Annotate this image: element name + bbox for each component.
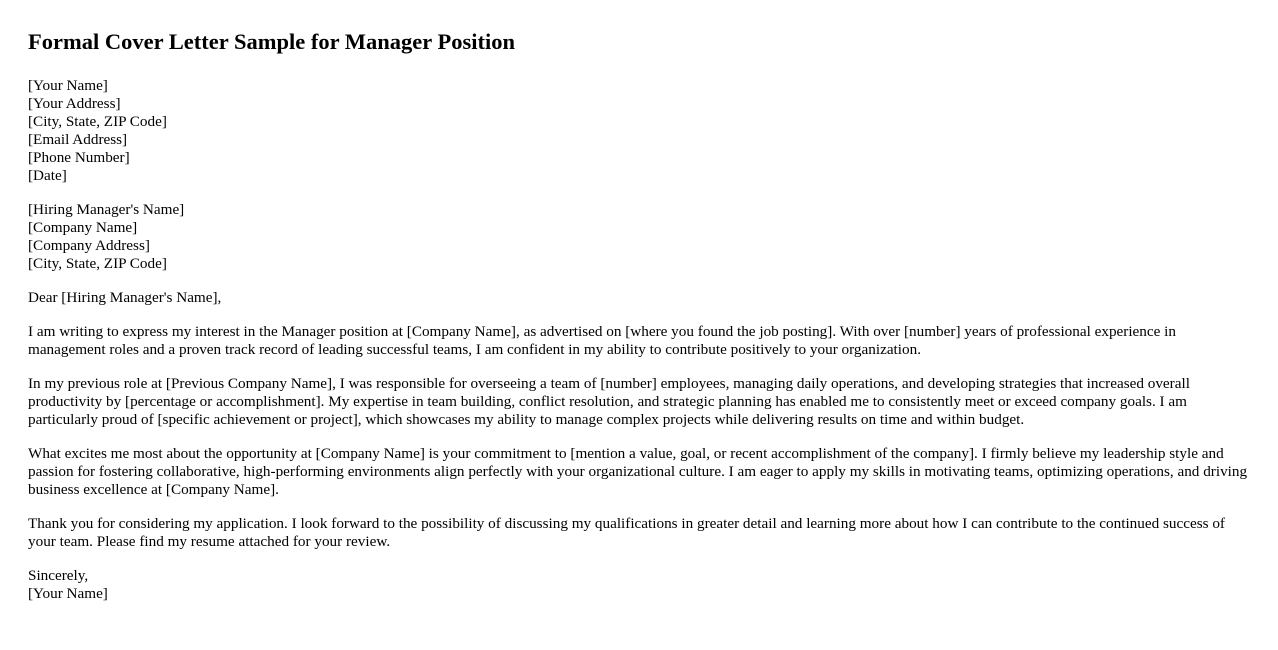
recipient-address: [Company Address] <box>28 237 150 254</box>
body-paragraph-experience: In my previous role at [Previous Company Name], I was responsible for overseeing a team of [number] employees, managing daily operations, and developing strategies that increased overall productivity by [percentage or accomplishment]. My expertise in team building, conflict resolution, and strategic planning has enabled me to consistently meet or exceed company goals. I am particularly proud of [specific achievement or project], which showcases my ability to manage complex projects while delivering results on time and within budget. <box>28 375 1190 428</box>
letter-date: [Date] <box>28 167 67 184</box>
recipient-company: [Company Name] <box>28 219 138 236</box>
body-paragraph-intro: I am writing to express my interest in the Manager position at [Company Name], as advertised on [where you found the job posting]. With over [number] years of professional experience in management roles and a proven track record of leading successful teams, I am confident in my ability to contribute positively to your organization. <box>28 323 1176 358</box>
sender-phone: [Phone Number] <box>28 149 130 166</box>
signature-name: [Your Name] <box>28 585 108 602</box>
body-paragraph-thanks: Thank you for considering my application. I look forward to the possibility of discussing my qualifications in greater detail and learning more about how I can contribute to the continued success of your team. Please find my resume attached for your review. <box>28 515 1225 550</box>
recipient-city-state-zip: [City, State, ZIP Code] <box>28 255 167 272</box>
sender-city-state-zip: [City, State, ZIP Code] <box>28 113 167 130</box>
sender-name: [Your Name] <box>28 77 108 94</box>
salutation: Dear [Hiring Manager's Name], <box>28 289 222 306</box>
sender-email: [Email Address] <box>28 131 128 148</box>
sender-address: [Your Address] <box>28 95 121 112</box>
valediction: Sincerely, <box>28 567 89 584</box>
closing-block <box>28 567 1250 603</box>
sender-address-block <box>28 77 1250 185</box>
recipient-name: [Hiring Manager's Name] <box>28 201 185 218</box>
body-paragraph-motivation: What excites me most about the opportunity at [Company Name] is your commitment to [mention a value, goal, or recent accomplishment of the company]. I firmly believe my leadership style and passion for fostering collaborative, high-performing environments align perfectly with your organizational culture. I am eager to apply my skills in motivating teams, optimizing operations, and driving business excellence at [Company Name]. <box>28 445 1248 498</box>
page-title: Formal Cover Letter Sample for Manager Position <box>28 29 515 54</box>
recipient-address-block <box>28 201 1250 273</box>
